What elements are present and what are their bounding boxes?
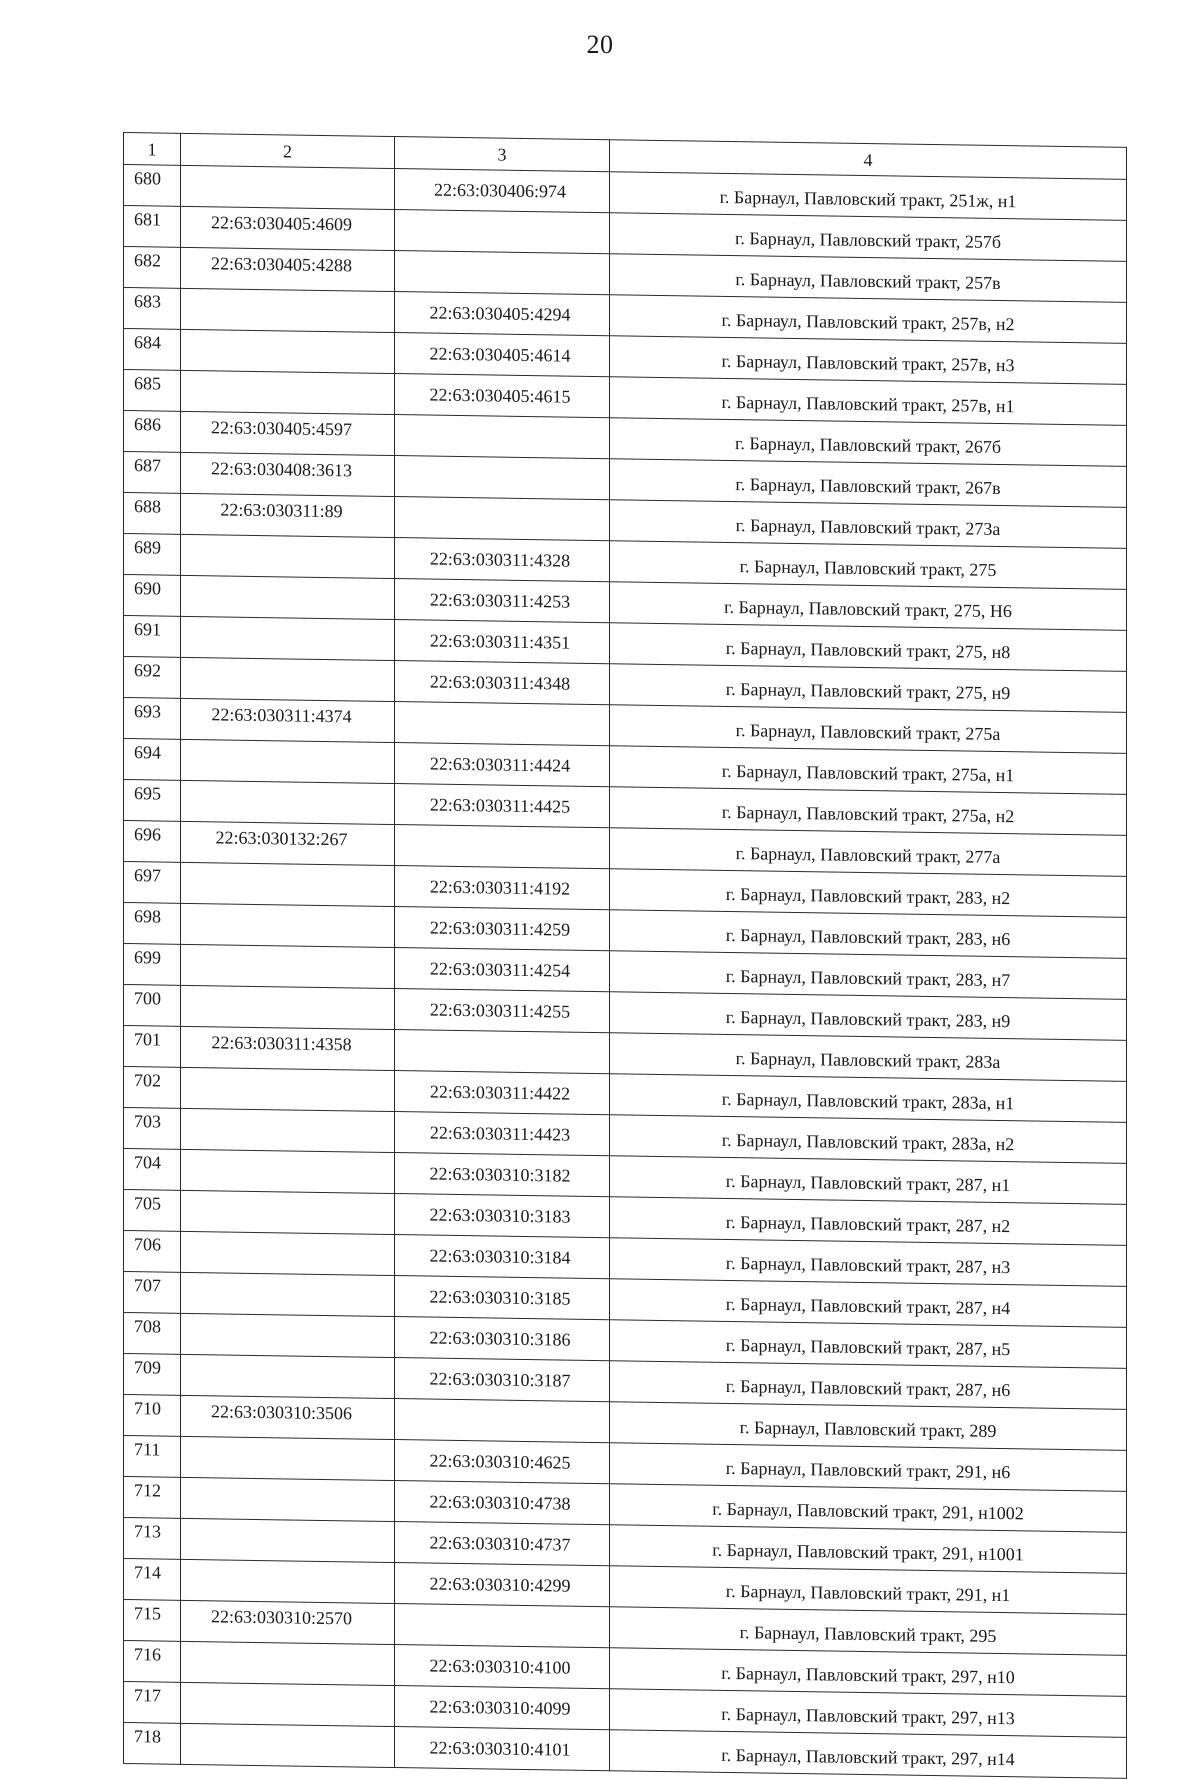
address-cell: г. Барнаул, Павловский тракт, 291, н6	[610, 1443, 1127, 1492]
cadastral-number-col2-cell	[181, 657, 395, 701]
cadastral-number-col3-cell: 22:63:030311:4351	[395, 620, 610, 664]
cadastral-number-col3-cell	[395, 1399, 610, 1443]
address-cell: г. Барнаул, Павловский тракт, 257в, н3	[610, 336, 1127, 385]
cadastral-number-col3-cell: 22:63:030310:3186	[395, 1317, 610, 1361]
row-number-cell: 680	[124, 165, 181, 207]
address-cell: г. Барнаул, Павловский тракт, 257в, н2	[610, 295, 1127, 344]
address-cell: г. Барнаул, Павловский тракт, 287, н3	[610, 1238, 1127, 1287]
address-cell: г. Барнаул, Павловский тракт, 291, н1	[610, 1566, 1127, 1615]
cadastral-number-col3-cell: 22:63:030311:4423	[395, 1112, 610, 1156]
address-cell: г. Барнаул, Павловский тракт, 275, н8	[610, 623, 1127, 672]
row-number-cell: 708	[124, 1313, 181, 1355]
cadastral-number-col2-cell	[181, 1559, 395, 1603]
cadastral-number-col3-cell: 22:63:030311:4424	[395, 743, 610, 787]
cadastral-number-col2-cell: 22:63:030311:89	[181, 493, 395, 537]
cadastral-number-col3-cell: 22:63:030311:4254	[395, 948, 610, 992]
address-cell: г. Барнаул, Павловский тракт, 283, н6	[610, 910, 1127, 959]
cadastral-number-col3-cell: 22:63:030311:4348	[395, 661, 610, 705]
address-cell: г. Барнаул, Павловский тракт, 257б	[610, 213, 1127, 262]
row-number-cell: 701	[124, 1026, 181, 1068]
row-number-cell: 700	[124, 985, 181, 1027]
row-number-cell: 710	[124, 1395, 181, 1437]
address-cell: г. Барнаул, Павловский тракт, 275а, н2	[610, 787, 1127, 836]
cadastral-number-col2-cell	[181, 1272, 395, 1316]
cadastral-number-col2-cell	[181, 534, 395, 578]
address-cell: г. Барнаул, Павловский тракт, 287, н1	[610, 1156, 1127, 1205]
cadastral-number-col3-cell: 22:63:030311:4259	[395, 907, 610, 951]
row-number-cell: 692	[124, 657, 181, 699]
cadastral-number-col3-cell	[395, 497, 610, 541]
cadastral-number-col2-cell: 22:63:030311:4374	[181, 698, 395, 742]
row-number-cell: 698	[124, 903, 181, 945]
row-number-cell: 681	[124, 206, 181, 248]
cadastral-number-col3-cell: 22:63:030310:3185	[395, 1276, 610, 1320]
cadastral-number-col3-cell: 22:63:030311:4328	[395, 538, 610, 582]
cadastral-number-col2-cell	[181, 1436, 395, 1480]
cadastral-number-col3-cell: 22:63:030311:4255	[395, 989, 610, 1033]
cadastral-number-col3-cell: 22:63:030310:3184	[395, 1235, 610, 1279]
cadastral-number-col2-cell: 22:63:030408:3613	[181, 452, 395, 496]
cadastral-number-col2-cell	[181, 862, 395, 906]
cadastral-number-col3-cell: 22:63:030311:4253	[395, 579, 610, 623]
cadastral-number-col2-cell	[181, 944, 395, 988]
address-cell: г. Барнаул, Павловский тракт, 275, н9	[610, 664, 1127, 713]
address-cell: г. Барнаул, Павловский тракт, 283, н2	[610, 869, 1127, 918]
cadastral-number-col3-cell: 22:63:030310:4101	[395, 1727, 610, 1771]
row-number-cell: 690	[124, 575, 181, 617]
row-number-cell: 683	[124, 288, 181, 330]
row-number-cell: 713	[124, 1518, 181, 1560]
address-cell: г. Барнаул, Павловский тракт, 287, н2	[610, 1197, 1127, 1246]
row-number-cell: 715	[124, 1600, 181, 1642]
cadastral-number-col2-cell	[181, 329, 395, 373]
cadastral-number-col3-cell: 22:63:030310:4099	[395, 1686, 610, 1730]
address-cell: г. Барнаул, Павловский тракт, 267в	[610, 459, 1127, 508]
cadastral-number-col2-cell	[181, 985, 395, 1029]
cadastral-number-col2-cell	[181, 1108, 395, 1152]
address-cell: г. Барнаул, Павловский тракт, 297, н13	[610, 1689, 1127, 1738]
address-cell: г. Барнаул, Павловский тракт, 287, н5	[610, 1320, 1127, 1369]
cadastral-number-col2-cell	[181, 1190, 395, 1234]
row-number-cell: 705	[124, 1190, 181, 1232]
address-cell: г. Барнаул, Павловский тракт, 289	[610, 1402, 1127, 1451]
address-cell: г. Барнаул, Павловский тракт, 251ж, н1	[610, 172, 1127, 221]
cadastral-number-col2-cell	[181, 1231, 395, 1275]
row-number-cell: 695	[124, 780, 181, 822]
cadastral-number-col2-cell	[181, 1518, 395, 1562]
row-number-cell: 682	[124, 247, 181, 289]
cadastral-number-col3-cell	[395, 456, 610, 500]
row-number-cell: 689	[124, 534, 181, 576]
cadastral-number-col2-cell	[181, 1149, 395, 1193]
address-cell: г. Барнаул, Павловский тракт, 283а, н1	[610, 1074, 1127, 1123]
address-cell: г. Барнаул, Павловский тракт, 283а	[610, 1033, 1127, 1082]
cadastral-number-col3-cell: 22:63:030311:4192	[395, 866, 610, 910]
cadastral-number-col2-cell	[181, 780, 395, 824]
cadastral-number-col2-cell	[181, 165, 395, 209]
row-number-cell: 691	[124, 616, 181, 658]
address-cell: г. Барнаул, Павловский тракт, 275а	[610, 705, 1127, 754]
cadastral-number-col3-cell: 22:63:030310:3182	[395, 1153, 610, 1197]
cadastral-number-col3-cell	[395, 825, 610, 869]
column-header-1: 1	[124, 133, 181, 166]
address-cell: г. Барнаул, Павловский тракт, 297, н14	[610, 1730, 1127, 1779]
address-cell: г. Барнаул, Павловский тракт, 273а	[610, 500, 1127, 549]
cadastral-number-col3-cell: 22:63:030310:4737	[395, 1522, 610, 1566]
row-number-cell: 711	[124, 1436, 181, 1478]
address-cell: г. Барнаул, Павловский тракт, 277а	[610, 828, 1127, 877]
cadastral-number-col3-cell: 22:63:030405:4615	[395, 374, 610, 418]
row-number-cell: 699	[124, 944, 181, 986]
address-cell: г. Барнаул, Павловский тракт, 297, н10	[610, 1648, 1127, 1697]
address-table	[123, 132, 1127, 1779]
column-header-4: 4	[610, 140, 1127, 180]
cadastral-number-col2-cell: 22:63:030405:4288	[181, 247, 395, 291]
table-body	[124, 133, 1127, 1779]
cadastral-number-col2-cell	[181, 1641, 395, 1685]
address-cell: г. Барнаул, Павловский тракт, 283, н9	[610, 992, 1127, 1041]
cadastral-number-col2-cell	[181, 1477, 395, 1521]
cadastral-number-col3-cell	[395, 1030, 610, 1074]
row-number-cell: 709	[124, 1354, 181, 1396]
row-number-cell: 712	[124, 1477, 181, 1519]
page-number: 20	[586, 30, 614, 59]
cadastral-number-col2-cell	[181, 903, 395, 947]
cadastral-number-col2-cell: 22:63:030405:4597	[181, 411, 395, 455]
cadastral-number-col2-cell	[181, 1682, 395, 1726]
address-cell: г. Барнаул, Павловский тракт, 283, н7	[610, 951, 1127, 1000]
cadastral-number-col3-cell: 22:63:030405:4614	[395, 333, 610, 377]
cadastral-number-col2-cell: 22:63:030310:3506	[181, 1395, 395, 1439]
cadastral-number-col2-cell	[181, 370, 395, 414]
address-cell: г. Барнаул, Павловский тракт, 287, н6	[610, 1361, 1127, 1410]
cadastral-number-col3-cell	[395, 415, 610, 459]
address-cell: г. Барнаул, Павловский тракт, 275, Н6	[610, 582, 1127, 631]
row-number-cell: 684	[124, 329, 181, 371]
row-number-cell: 714	[124, 1559, 181, 1601]
cadastral-number-col3-cell: 22:63:030310:4738	[395, 1481, 610, 1525]
row-number-cell: 696	[124, 821, 181, 863]
row-number-cell: 687	[124, 452, 181, 494]
row-number-cell: 702	[124, 1067, 181, 1109]
cadastral-number-col2-cell: 22:63:030405:4609	[181, 206, 395, 250]
cadastral-number-col2-cell	[181, 1723, 395, 1767]
cadastral-number-col2-cell: 22:63:030310:2570	[181, 1600, 395, 1644]
cadastral-number-col3-cell: 22:63:030310:4299	[395, 1563, 610, 1607]
row-number-cell: 688	[124, 493, 181, 535]
cadastral-number-col3-cell: 22:63:030310:4100	[395, 1645, 610, 1689]
cadastral-number-col3-cell: 22:63:030311:4422	[395, 1071, 610, 1115]
address-cell: г. Барнаул, Павловский тракт, 283а, н2	[610, 1115, 1127, 1164]
address-cell: г. Барнаул, Павловский тракт, 267б	[610, 418, 1127, 467]
row-number-cell: 716	[124, 1641, 181, 1683]
row-number-cell: 685	[124, 370, 181, 412]
row-number-cell: 686	[124, 411, 181, 453]
address-cell: г. Барнаул, Павловский тракт, 291, н1001	[610, 1525, 1127, 1574]
row-number-cell: 706	[124, 1231, 181, 1273]
address-cell: г. Барнаул, Павловский тракт, 287, н4	[610, 1279, 1127, 1328]
cadastral-number-col3-cell: 22:63:030405:4294	[395, 292, 610, 336]
cadastral-number-col3-cell	[395, 702, 610, 746]
cadastral-number-col2-cell	[181, 616, 395, 660]
row-number-cell: 704	[124, 1149, 181, 1191]
cadastral-number-col2-cell: 22:63:030132:267	[181, 821, 395, 865]
row-number-cell: 694	[124, 739, 181, 781]
cadastral-number-col3-cell: 22:63:030406:974	[395, 169, 610, 213]
address-cell: г. Барнаул, Павловский тракт, 275а, н1	[610, 746, 1127, 795]
row-number-cell: 707	[124, 1272, 181, 1314]
address-cell: г. Барнаул, Павловский тракт, 295	[610, 1607, 1127, 1656]
column-header-3: 3	[395, 137, 610, 172]
row-number-cell: 697	[124, 862, 181, 904]
cadastral-number-col2-cell	[181, 288, 395, 332]
cadastral-number-col2-cell	[181, 1313, 395, 1357]
address-cell: г. Барнаул, Павловский тракт, 257в	[610, 254, 1127, 303]
row-number-cell: 703	[124, 1108, 181, 1150]
row-number-cell: 717	[124, 1682, 181, 1724]
cadastral-number-col2-cell	[181, 1354, 395, 1398]
cadastral-number-col3-cell: 22:63:030310:3187	[395, 1358, 610, 1402]
row-number-cell: 693	[124, 698, 181, 740]
cadastral-number-col3-cell: 22:63:030310:4625	[395, 1440, 610, 1484]
address-cell: г. Барнаул, Павловский тракт, 291, н1002	[610, 1484, 1127, 1533]
cadastral-number-col2-cell	[181, 1067, 395, 1111]
column-header-2: 2	[181, 133, 395, 168]
cadastral-number-col3-cell	[395, 1604, 610, 1648]
cadastral-number-col2-cell	[181, 739, 395, 783]
address-cell: г. Барнаул, Павловский тракт, 275	[610, 541, 1127, 590]
cadastral-number-col3-cell	[395, 251, 610, 295]
address-cell: г. Барнаул, Павловский тракт, 257в, н1	[610, 377, 1127, 426]
cadastral-number-col2-cell	[181, 575, 395, 619]
cadastral-number-col3-cell	[395, 210, 610, 254]
cadastral-number-col3-cell: 22:63:030311:4425	[395, 784, 610, 828]
cadastral-number-col3-cell: 22:63:030310:3183	[395, 1194, 610, 1238]
row-number-cell: 718	[124, 1723, 181, 1765]
cadastral-number-col2-cell: 22:63:030311:4358	[181, 1026, 395, 1070]
